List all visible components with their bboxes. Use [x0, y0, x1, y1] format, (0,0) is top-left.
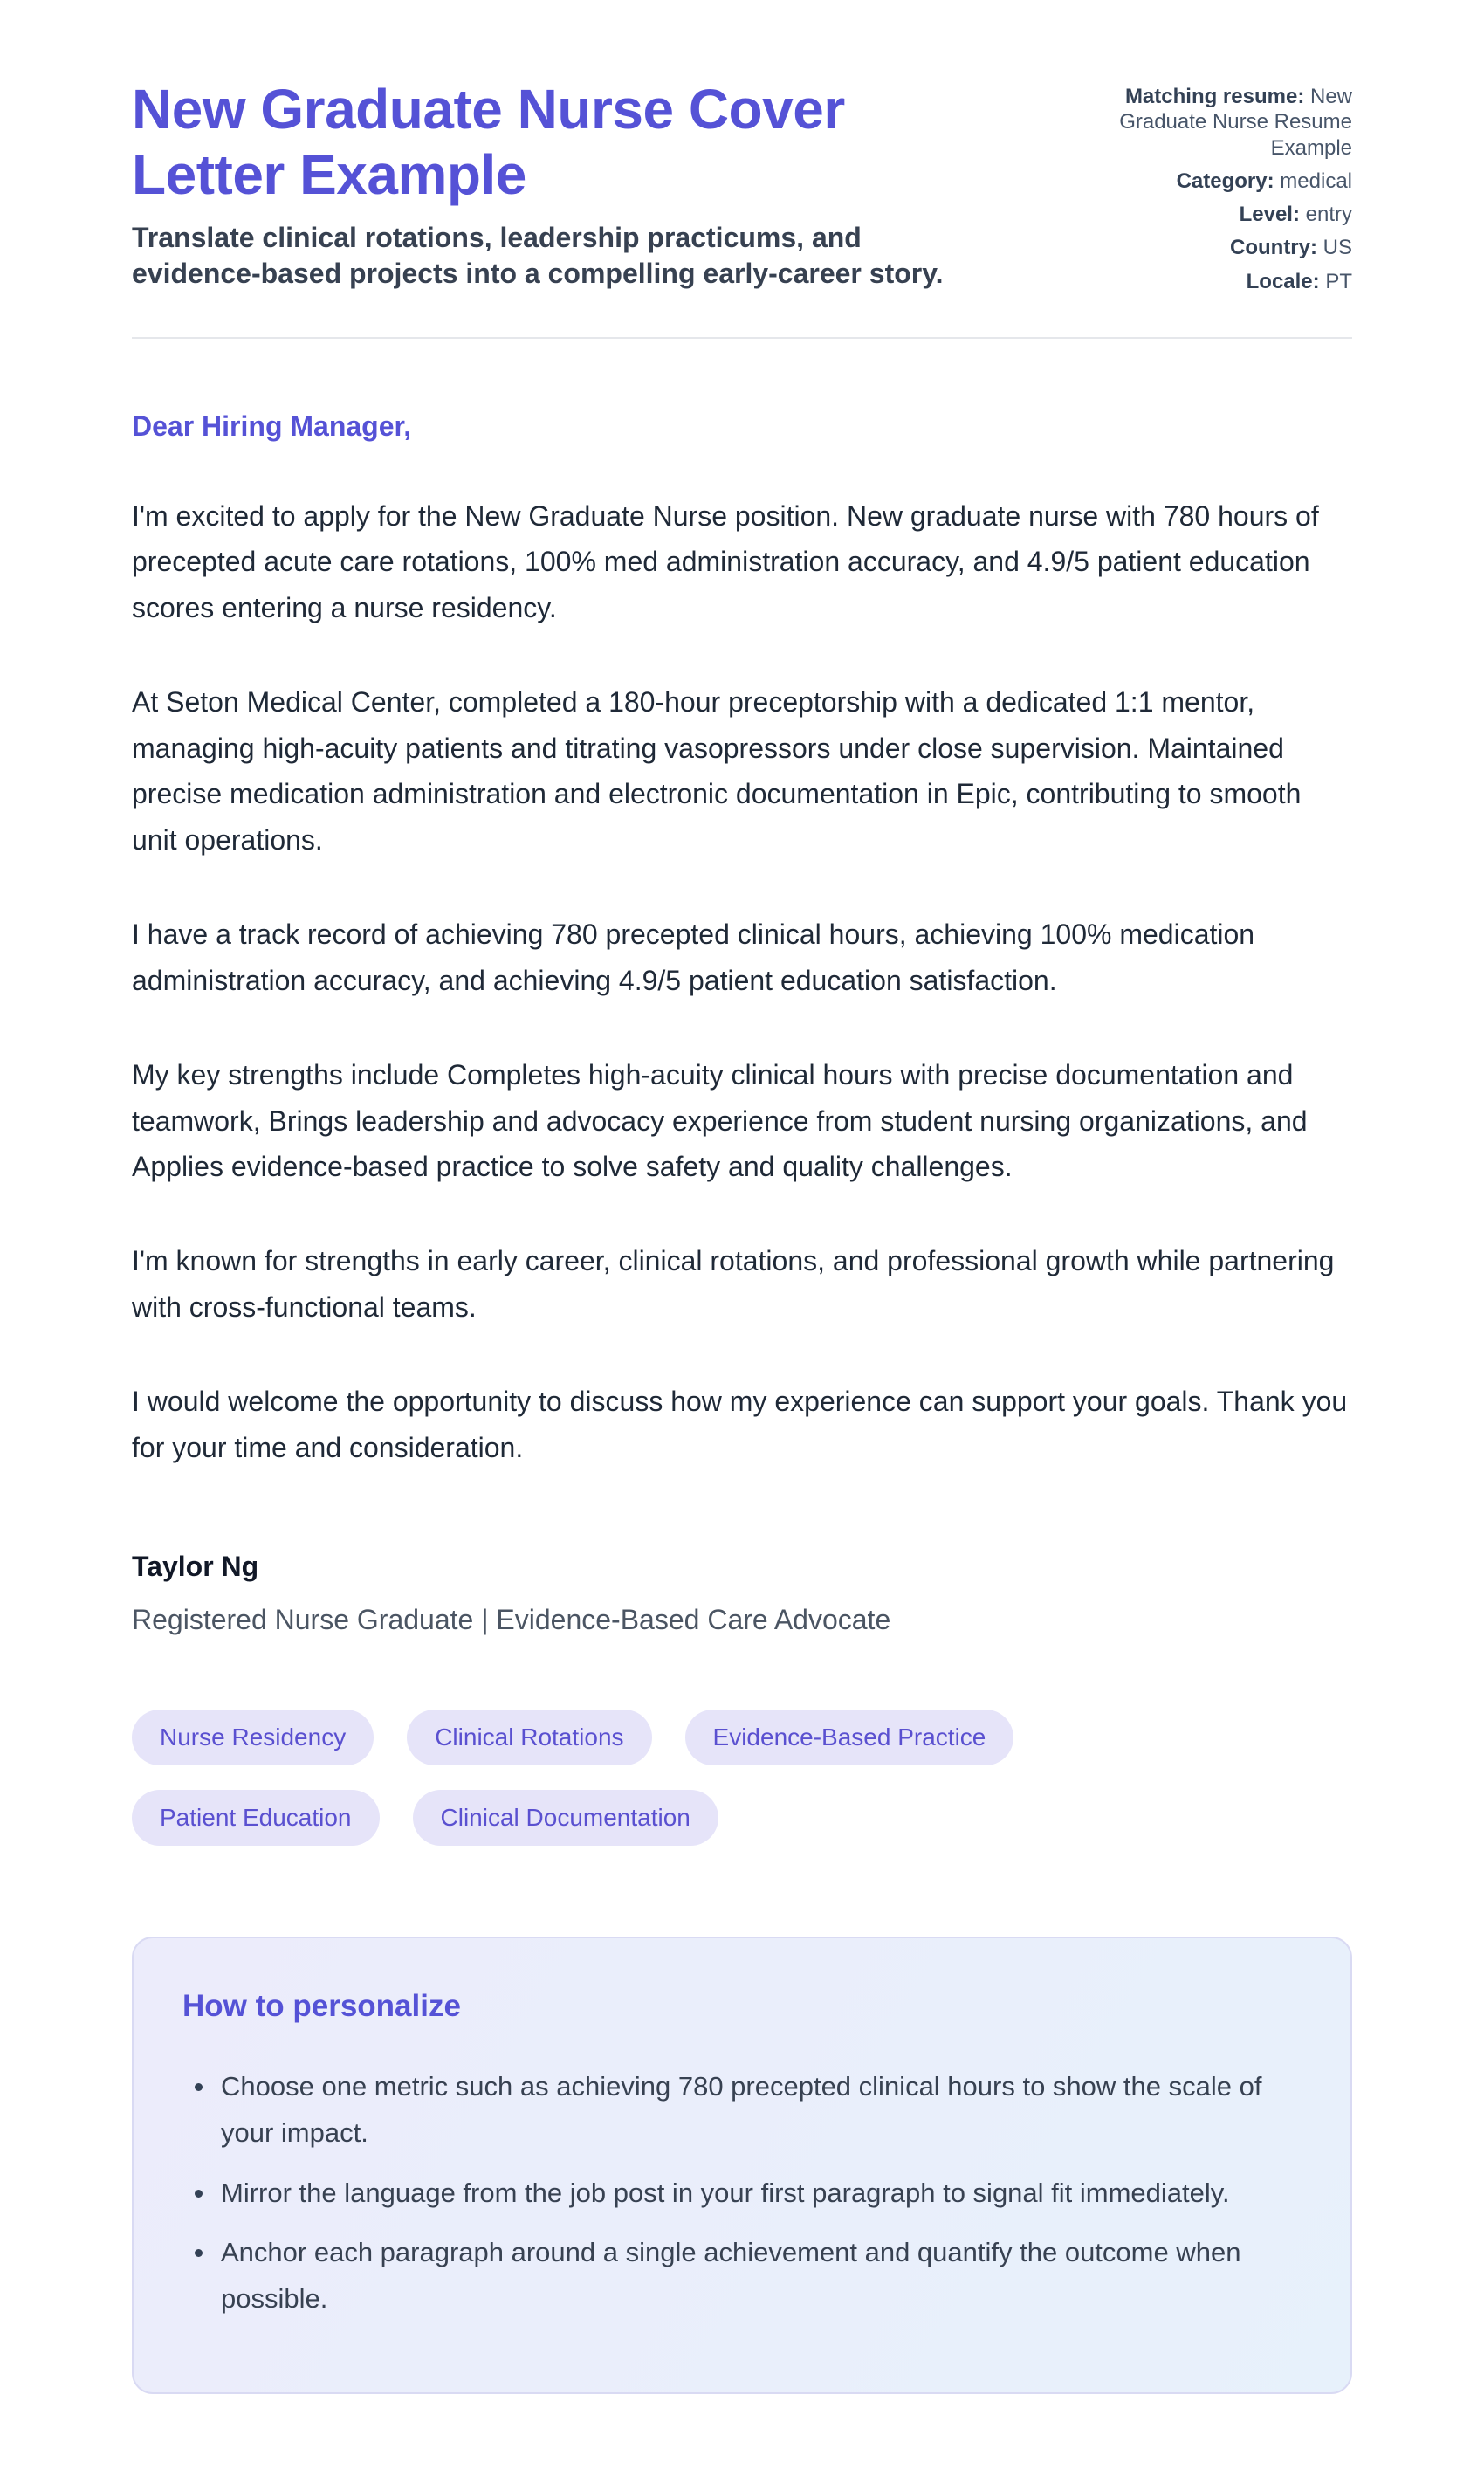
- meta-item: [1082, 84, 1352, 161]
- resume-meta-block: [1082, 77, 1352, 302]
- page-subtitle: Translate clinical rotations, leadership practicums, and evidence-based projects into a compelling early-career story.: [132, 221, 944, 290]
- meta-value: PT: [1325, 269, 1352, 293]
- tag-pill: Patient Education: [132, 1790, 380, 1846]
- meta-item: [1082, 269, 1352, 294]
- tag-pill: Nurse Residency: [132, 1710, 374, 1765]
- tip-item: Choose one metric such as achieving 780 precepted clinical hours to show the scale of your impact.: [182, 2064, 1302, 2156]
- meta-item: [1082, 169, 1352, 194]
- meta-label: Level:: [1239, 203, 1300, 227]
- letter-paragraph: I'm known for strengths in early career, clinical rotations, and professional growth while partnering with cross-functional teams.: [132, 1245, 1335, 1323]
- meta-value: entry: [1305, 203, 1352, 227]
- letter-paragraph: I have a track record of achieving 780 precepted clinical hours, achieving 100% medication administration accuracy, and achieving 4.9/5 patient education satisfaction.: [132, 919, 1255, 996]
- signature-title: Registered Nurse Graduate | Evidence-Based Care Advocate: [132, 1604, 891, 1636]
- header-divider: [132, 337, 1352, 339]
- tag-list: [132, 1710, 1179, 1846]
- letter-paragraph: I would welcome the opportunity to discuss how my experience can support your goals. Thank you for your time and consideration.: [132, 1386, 1348, 1463]
- tag-pill: Clinical Rotations: [407, 1710, 651, 1765]
- letter-paragraph: My key strengths include Completes high-acuity clinical hours with precise documentation and teamwork, Brings leadership and advocacy experience from student nursing organizations, and Applies evidence-based practice to solve safety and quality challenges.: [132, 1059, 1308, 1183]
- meta-value: US: [1323, 236, 1352, 260]
- tips-heading: How to personalize: [182, 1989, 461, 2024]
- how-to-personalize-box: [132, 1937, 1352, 2393]
- tip-item: Mirror the language from the job post in your first paragraph to signal fit immediately.: [182, 2171, 1302, 2217]
- tips-list: [182, 2064, 1302, 2322]
- tag-pill: Evidence-Based Practice: [685, 1710, 1014, 1765]
- letter-greeting: Dear Hiring Manager,: [132, 409, 412, 442]
- meta-item: [1082, 202, 1352, 227]
- meta-item: [1082, 235, 1352, 260]
- letter-paragraph: I'm excited to apply for the New Graduate Nurse position. New graduate nurse with 780 hours of precepted acute care rotations, 100% med administration accuracy, and 4.9/5 patient education scores entering a nurse residency.: [132, 499, 1319, 623]
- meta-value: medical: [1280, 169, 1352, 193]
- page-container: [132, 0, 1352, 2477]
- letter-paragraphs: [132, 493, 1352, 1471]
- meta-label: Matching resume:: [1124, 85, 1305, 108]
- header: [132, 77, 1352, 302]
- meta-label: Country:: [1230, 236, 1317, 260]
- cover-letter-body: [132, 410, 1352, 1637]
- meta-label: Locale:: [1246, 269, 1320, 293]
- header-text-block: [132, 77, 961, 292]
- page-title: New Graduate Nurse Cover Letter Example: [132, 78, 845, 206]
- meta-value: New Graduate Nurse Resume Example: [1119, 85, 1352, 160]
- letter-paragraph: At Seton Medical Center, completed a 180-hour preceptorship with a dedicated 1:1 mentor, managing high-acuity patients and titrating vasopressors under close supervision. Maintained precise medication administration and electronic documentation in Epic, contributing to smooth unit operations.: [132, 686, 1302, 856]
- tag-pill: Clinical Documentation: [413, 1790, 718, 1846]
- meta-label: Category:: [1176, 169, 1274, 193]
- signature-name: Taylor Ng: [132, 1551, 259, 1583]
- tip-item: Anchor each paragraph around a single achievement and quantify the outcome when possible.: [182, 2230, 1302, 2322]
- signature-block: [132, 1551, 1352, 1636]
